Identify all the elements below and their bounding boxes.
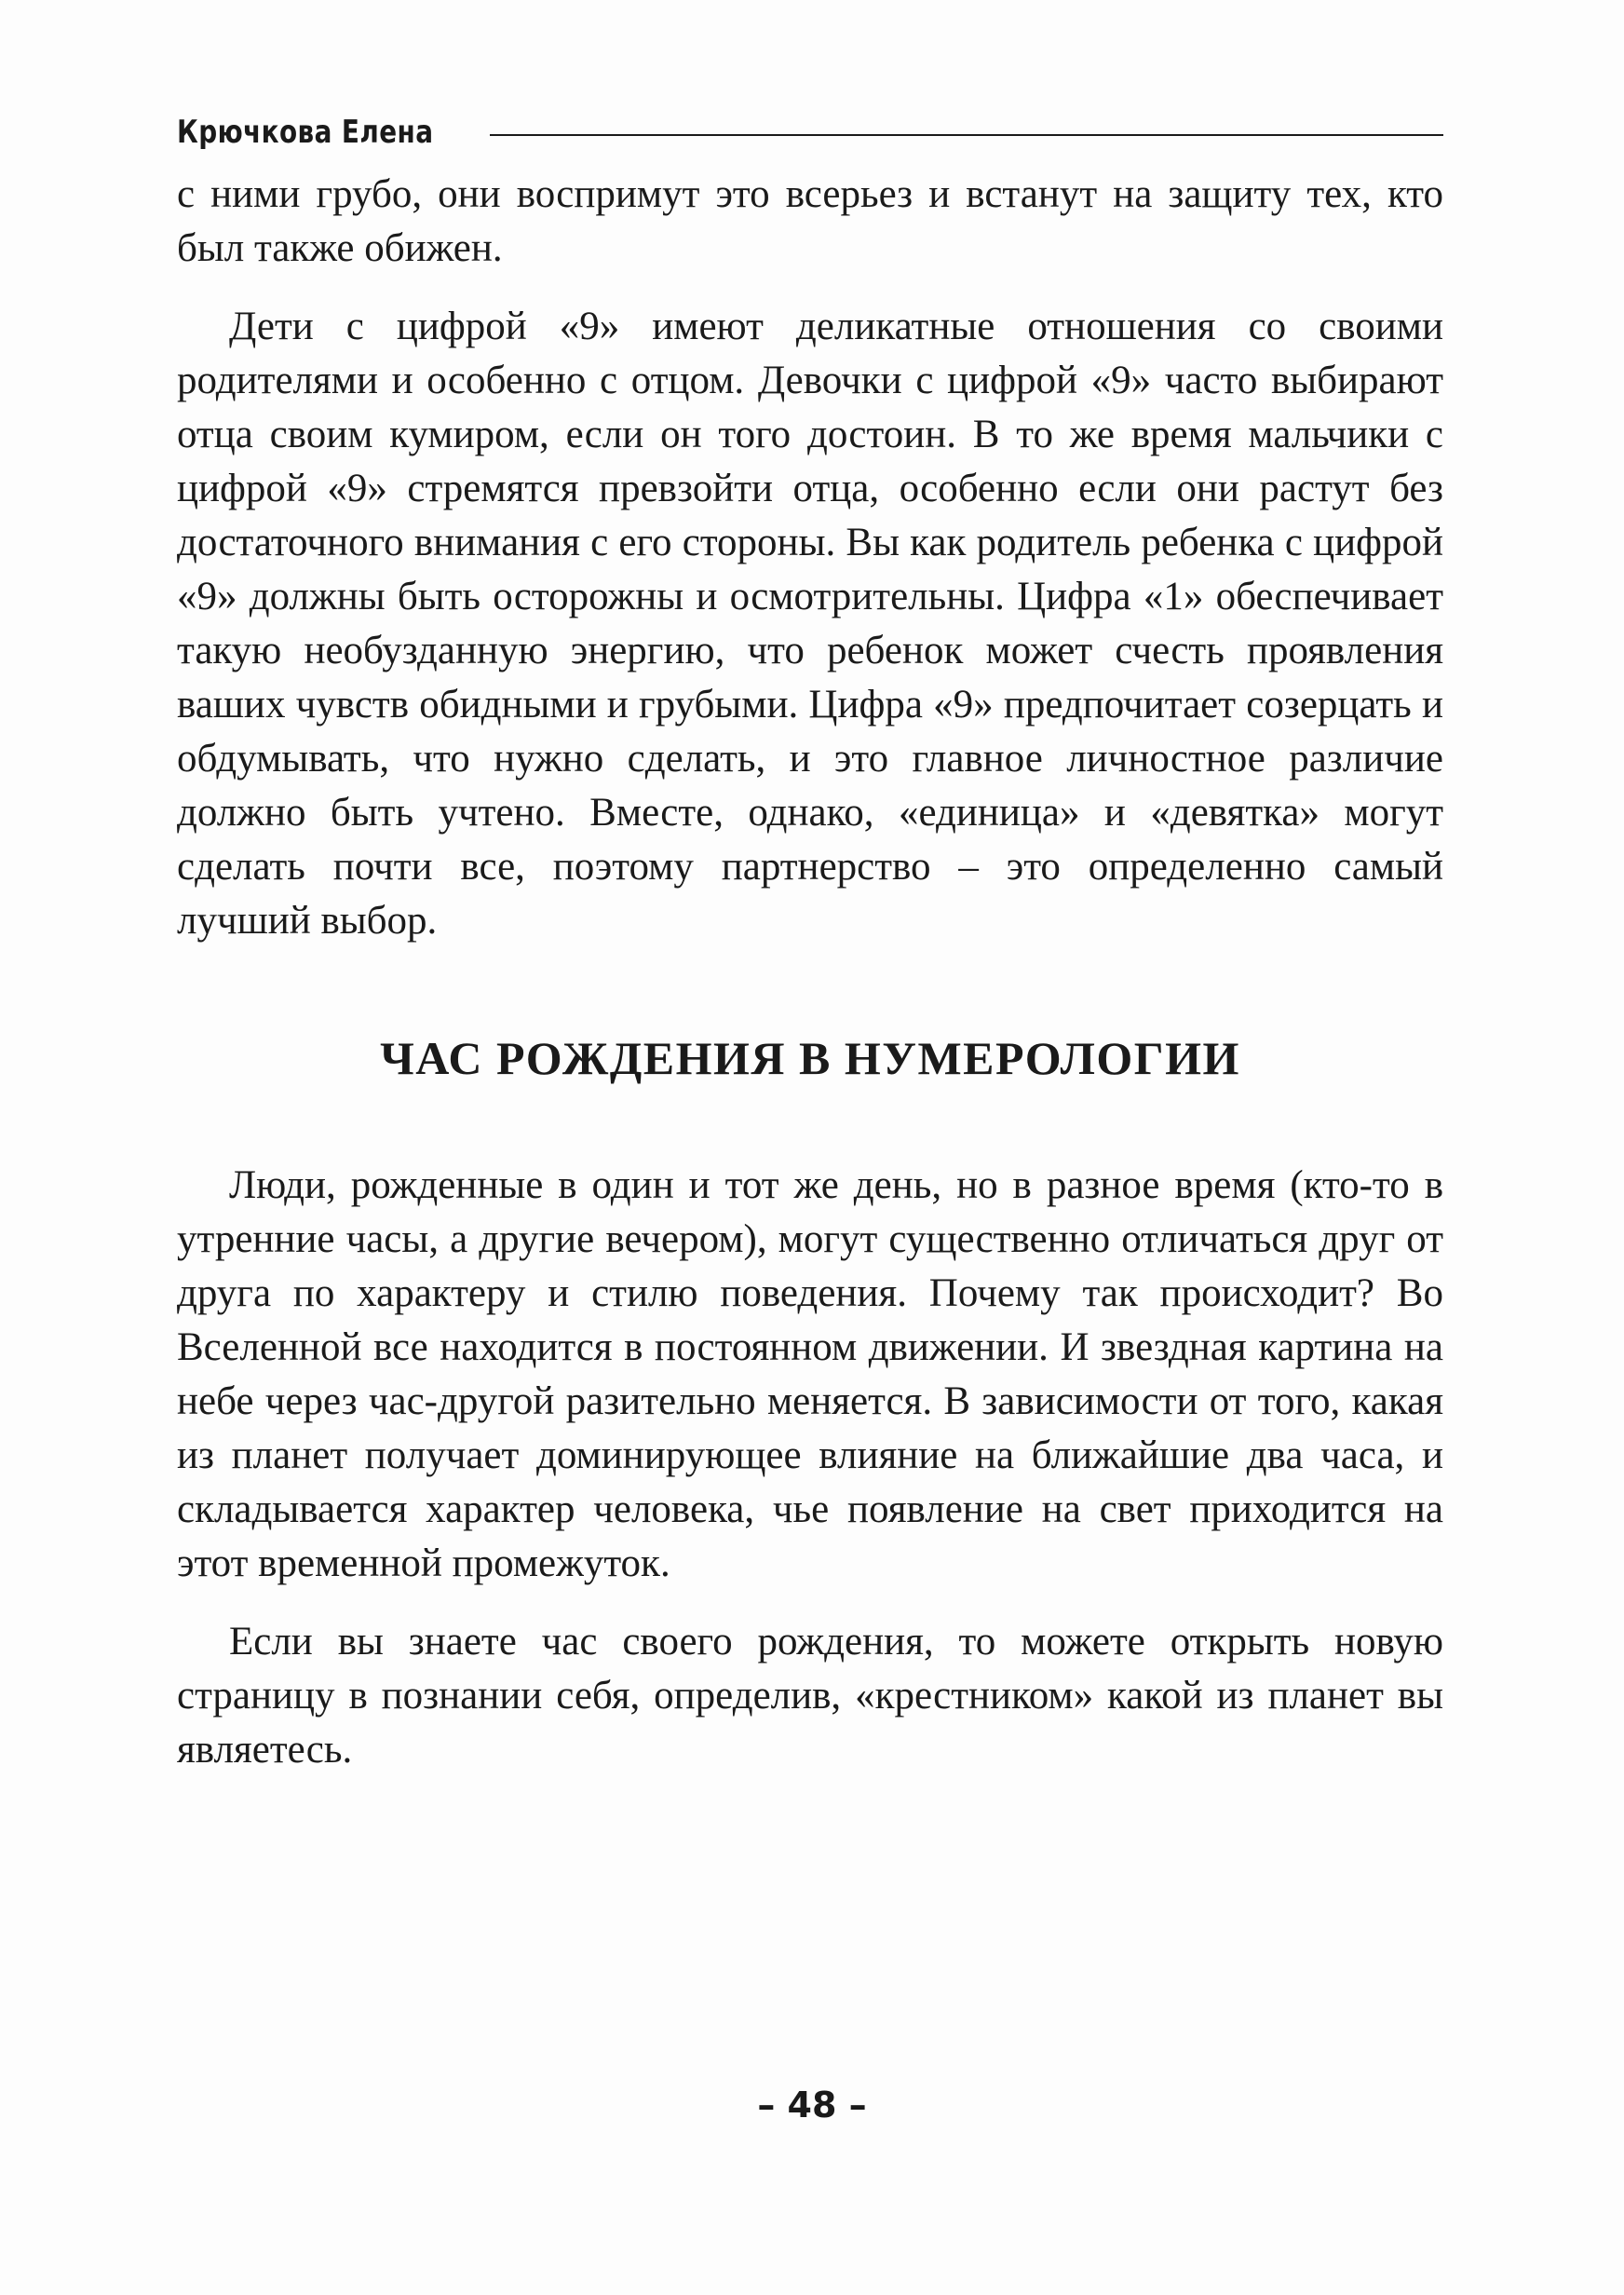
page-number: – 48 – [757, 2085, 867, 2125]
body-text [177, 168, 1443, 1777]
running-header [177, 104, 1443, 160]
paragraph: Люди, рожденные в один и тот же день, но в разное время (кто-то в утренние часы, а другие вечером), могут существенно отличаться друг от друга по характеру и стилю поведения. Почему так происходит? Во Вселенной все находится в постоянном движении. И звездная картина на небе через час-другой разительно меняется. В зависимости от того, какая из планет получает доминирующее влияние на ближайшие два часа, и складывается характер человека, чье появление на свет приходится на этот временной промежуток. [177, 1163, 1443, 1585]
header-author: Крючкова Елена [177, 114, 434, 151]
paragraph: Дети с цифрой «9» имеют деликатные отношения со своими родителями и особенно с отцом. Девочки с цифрой «9» часто выбирают отца своим кумиром, если он того достоин. В то же время мальчики с цифрой «9» стремятся превзойти отца, особенно если они растут без достаточного внимания с его стороны. Вы как родитель ребенка с цифрой «9» должны быть осторожны и осмотрительны. Цифра «1» обеспечивает такую необузданную энергию, что ребенок может счесть проявления ваших чувств обидными и грубыми. Цифра «9» предпочитает созерцать и обдумывать, что нужно сделать, и это главное личностное различие должно быть учтено. Вместе, однако, «единица» и «девятка» могут сделать почти все, поэтому партнерство – это определенно самый лучший выбор. [177, 305, 1443, 943]
paragraph: Если вы знаете час своего рождения, то можете открыть новую страницу в познании себя, определив, «крестником» какой из планет вы являетесь. [177, 1620, 1443, 1772]
section-title: ЧАС РОЖДЕНИЯ В НУМЕРОЛОГИИ [380, 1032, 1240, 1084]
header-rule [490, 134, 1443, 136]
paragraph-continued: с ними грубо, они воспримут это всерьез и встанут на защиту тех, кто был также обижен. [177, 172, 1443, 270]
